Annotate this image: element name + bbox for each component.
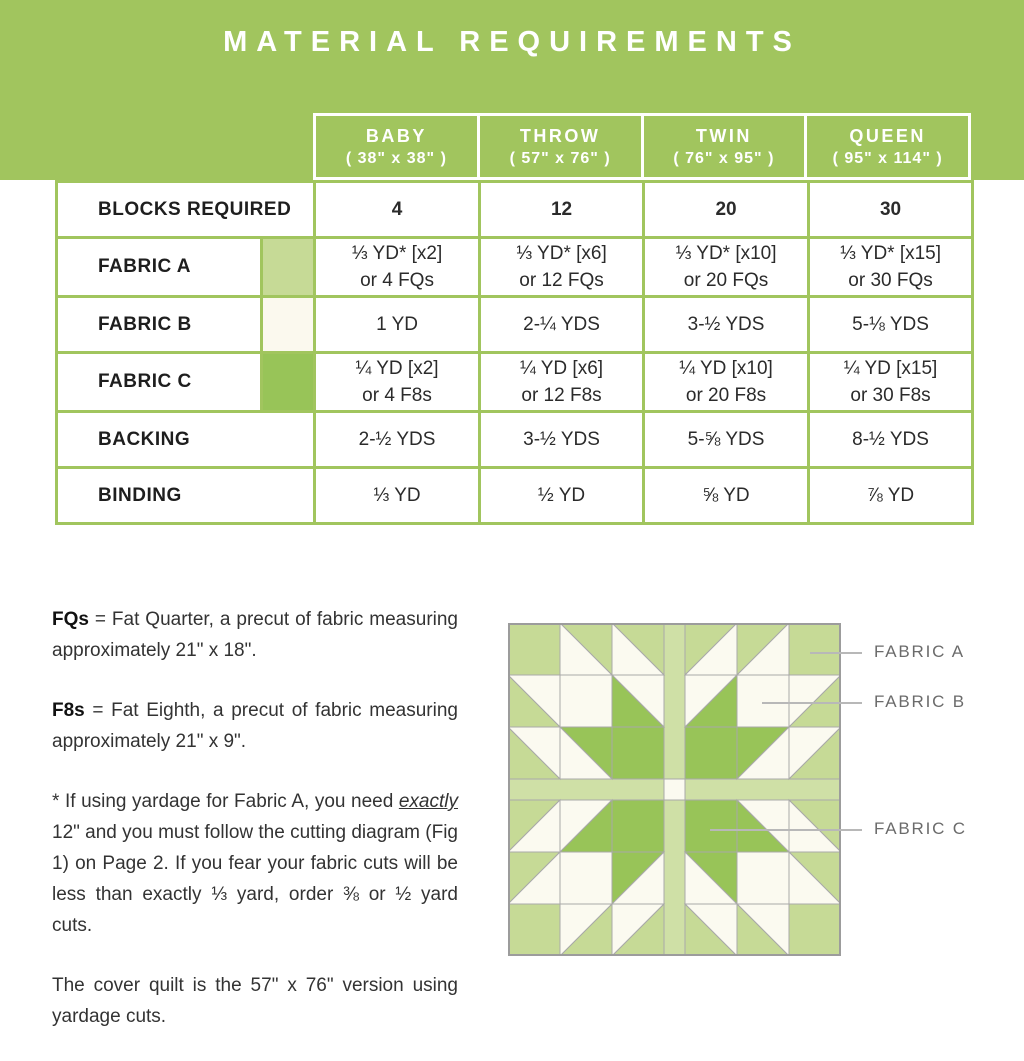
size-name: QUEEN [849,125,926,146]
size-dims: ( 38" x 38" ) [345,149,447,167]
table-row [57,468,973,524]
value-cell: 2-½ YDS [315,412,480,468]
row-label: BINDING [57,468,315,524]
value-cell: ¼ YD [x2] or 4 F8s [315,353,480,412]
row-label: BLOCKS REQUIRED [57,182,315,238]
value-cell: ⅓ YD* [x10] or 20 FQs [644,238,809,297]
quilt-patch [664,779,685,800]
value-cell: ⅓ YD* [x2] or 4 FQs [315,238,480,297]
row-label: FABRIC C [57,353,262,412]
pointer-line [762,702,862,704]
quilt-patch [508,623,560,675]
value-cell: 3-½ YDS [480,412,644,468]
value-cell: ⅞ YD [809,468,973,524]
value-cell: 20 [644,182,809,238]
quilt-patch [664,800,685,956]
quilt-patch [789,623,841,675]
size-header-throw [477,116,641,177]
row-label: FABRIC A [57,238,262,297]
notes-section [52,604,458,1061]
fabric-label: FABRIC B [874,692,966,711]
table-row [57,412,973,468]
note-text: = Fat Eighth, a precut of fabric measuring approximately 21" x 9". [52,700,458,752]
row-label: FABRIC B [57,297,262,353]
size-header-baby [316,116,477,177]
quilt-patch [508,904,560,956]
value-cell: 4 [315,182,480,238]
fabric-swatch [262,297,315,353]
size-header-twin [641,116,805,177]
size-name: THROW [519,125,601,146]
value-cell: 5-⅝ YDS [644,412,809,468]
fabric-label: FABRIC C [874,819,967,838]
quilt-patch [612,800,664,852]
quilt-patch [685,800,737,852]
quilt-patch [737,675,789,727]
size-name: BABY [365,125,427,146]
quilt-patch [737,852,789,904]
table-row [57,182,973,238]
size-header-row [313,113,971,180]
size-dims: ( 57" x 76" ) [509,149,611,167]
quilt-patch [508,779,664,800]
size-dims: ( 76" x 95" ) [673,149,775,167]
size-header-queen [804,116,968,177]
value-cell: 3-½ YDS [644,297,809,353]
quilt-patch [789,904,841,956]
note-paragraph [52,970,458,1032]
note-paragraph [52,604,458,666]
fabric-swatch [262,353,315,412]
pointer-line [710,829,862,831]
value-cell: 5-⅛ YDS [809,297,973,353]
note-text: * If using yardage for Fabric A, you need [52,791,399,812]
note-text: The cover quilt is the 57" x 76" version using yardage cuts. [52,975,458,1027]
material-requirements-table [55,180,974,525]
value-cell: ¼ YD [x10] or 20 F8s [644,353,809,412]
size-dims: ( 95" x 114" ) [832,149,943,167]
value-cell: ⅓ YD [315,468,480,524]
note-text: FQs [52,609,89,630]
value-cell: ⅓ YD* [x15] or 30 FQs [809,238,973,297]
quilt-patch [560,675,612,727]
table-row [57,238,973,297]
value-cell: 2-¼ YDS [480,297,644,353]
quilt-patch [560,852,612,904]
table-row [57,353,973,412]
quilt-block-diagram [508,623,841,956]
note-text: F8s [52,700,85,721]
note-paragraph [52,695,458,757]
value-cell: ¼ YD [x6] or 12 F8s [480,353,644,412]
fabric-swatch [262,238,315,297]
pointer-line [810,652,862,654]
size-name: TWIN [695,125,752,146]
value-cell: ½ YD [480,468,644,524]
row-label: BACKING [57,412,315,468]
value-cell: 12 [480,182,644,238]
page-title: MATERIAL REQUIREMENTS [223,26,801,58]
value-cell: 8-½ YDS [809,412,973,468]
note-text: exactly [398,791,458,812]
value-cell: 1 YD [315,297,480,353]
note-text: = Fat Quarter, a precut of fabric measuring approximately 21" x 18". [52,609,458,661]
quilt-patch [685,727,737,779]
fabric-label: FABRIC A [874,642,965,661]
quilt-patch [664,623,685,779]
table-row [57,297,973,353]
value-cell: ⅝ YD [644,468,809,524]
quilt-patch [612,727,664,779]
value-cell: ¼ YD [x15] or 30 F8s [809,353,973,412]
value-cell: 30 [809,182,973,238]
note-paragraph [52,786,458,941]
value-cell: ⅓ YD* [x6] or 12 FQs [480,238,644,297]
note-text: 12" and you must follow the cutting diagram (Fig 1) on Page 2. If you fear your fabric cuts will be less than exactly ⅓ yard, order ⅜ or ½ yard cuts. [52,822,458,936]
quilt-patch [685,779,841,800]
